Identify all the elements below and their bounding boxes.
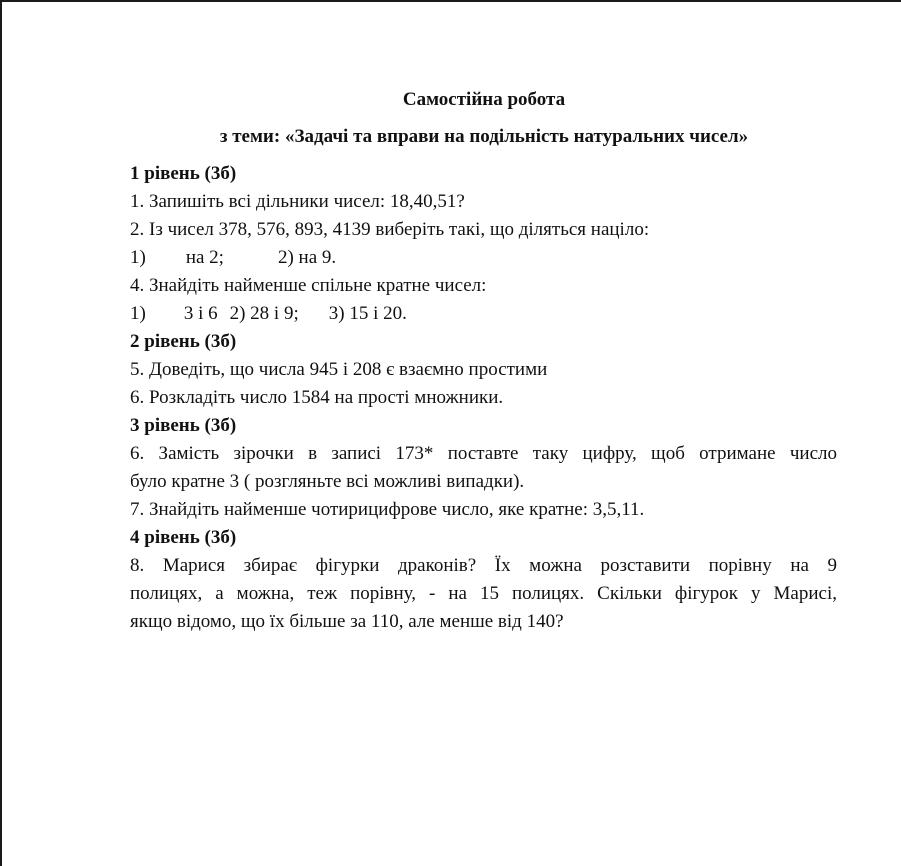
task-4-option-2-text: 2) 28 і 9; bbox=[229, 303, 299, 324]
level-2-heading: 2 рівень (3б) bbox=[130, 331, 237, 352]
task-8-text-line-2: полицях, а можна, теж порівну, - на 15 полицях. Скільки фігурок у Марисі, bbox=[130, 583, 837, 604]
task-4-option-3-text: 3) 15 і 20. bbox=[328, 303, 407, 324]
task-8-text-line-1: 8. Марися збирає фігурки драконів? Їх можна розставити порівну на 9 bbox=[130, 555, 837, 576]
task-7-text: 7. Знайдіть найменше чотирицифрове число, яке кратне: 3,5,11. bbox=[130, 499, 645, 520]
task-8-text-line-3: якщо відомо, що їх більше за 110, але менше від 140? bbox=[130, 611, 564, 632]
task-4-option-1-text: 3 і 6 bbox=[183, 303, 218, 324]
task-2-option-1-number: 1) bbox=[130, 247, 146, 268]
task-6b-text-line-1: 6. Замість зірочки в записі 173* поставте таку цифру, щоб отримане число bbox=[130, 443, 837, 464]
task-2-options bbox=[130, 247, 336, 269]
task-6b-text-line-2: було кратне 3 ( розгляньте всі можливі випадки). bbox=[130, 471, 525, 492]
task-5-text: 5. Доведіть, що числа 945 і 208 є взаємно простими bbox=[130, 359, 548, 380]
level-1-heading: 1 рівень (3б) bbox=[130, 163, 237, 184]
task-4-text: 4. Знайдіть найменше спільне кратне чисел: bbox=[130, 275, 487, 296]
level-4-heading: 4 рівень (3б) bbox=[130, 527, 237, 548]
task-4-options bbox=[130, 303, 407, 325]
task-6-text: 6. Розкладіть число 1584 на прості множники. bbox=[130, 387, 504, 408]
document-title: Самостійна робота bbox=[402, 89, 566, 110]
task-2-option-2-text: 2) на 9. bbox=[277, 247, 337, 268]
task-2-text: 2. Із чисел 378, 576, 893, 4139 виберіть такі, що діляться націло: bbox=[130, 219, 650, 240]
task-1-text: 1. Запишіть всі дільники чисел: 18,40,51? bbox=[130, 191, 465, 212]
document-subtitle: з теми: «Задачі та вправи на подільність натуральних чисел» bbox=[219, 126, 749, 147]
level-3-heading: 3 рівень (3б) bbox=[130, 415, 237, 436]
task-2-option-1-text: на 2; bbox=[185, 247, 224, 268]
task-4-option-1-number: 1) bbox=[130, 303, 146, 324]
